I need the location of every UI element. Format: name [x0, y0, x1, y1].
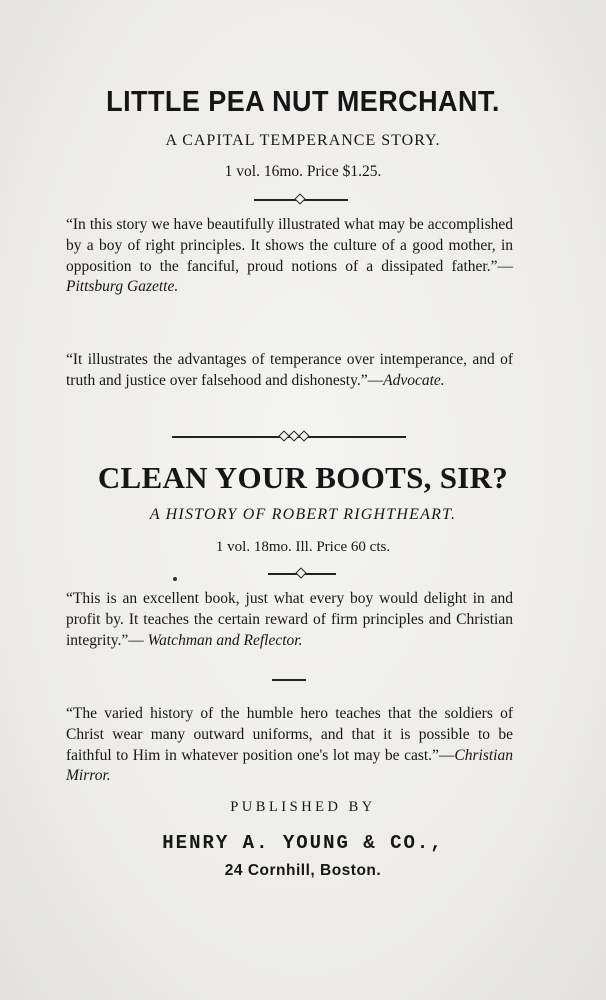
ad1-review-1-source: Pittsburg Gazette. [66, 278, 179, 296]
ad1-volume-price: 1 vol. 16mo. Price $1.25. [224, 163, 382, 180]
ad2-review-2-source: Christian Mirror. [66, 746, 513, 785]
ad2-title: CLEAN YOUR BOOTS, SIR? [97, 460, 509, 495]
ad2-subtitle: A HISTORY OF ROBERT RIGHTHEART. [149, 506, 457, 523]
ad1-title: LITTLE PEA NUT MERCHANT. [106, 86, 500, 118]
short-rule [272, 679, 306, 681]
publisher-address: 24 Cornhill, Boston. [224, 862, 382, 879]
ad2-review-2 [66, 704, 513, 787]
ad2-review-1-source-text: Watchman and Reflector. [147, 631, 303, 649]
ad1-review-2 [66, 350, 513, 392]
ad1-subtitle: A CAPITAL TEMPERANCE STORY. [165, 132, 441, 149]
ad1-review-1 [66, 215, 513, 298]
ad2-volume-price: 1 vol. 18mo. Ill. Price 60 cts. [215, 539, 391, 555]
ad1-review-2-source: Advocate. [383, 371, 445, 389]
ad1-review-2-text: “It illustrates the advantages of temperance over intemperance, and of truth and justice over falsehood and dishonesty.”— [66, 351, 513, 389]
ad2-review-2-text: “The varied history of the humble hero teaches that the soldiers of Christ wear many outward uniforms, and that it is possible to be faithful to Him in whatever position one's lot may be cast.”— [66, 705, 513, 764]
ad2-review-1-text: “This is an excellent book, just what every boy would delight in and profit by. It teaches the certain reward of firm principles and Christian integrity.”— [66, 590, 513, 649]
publisher-name: HENRY A. YOUNG & CO., [162, 832, 444, 854]
ad1-review-1-text: “In this story we have beautifully illustrated what may be accomplished by a boy of right principles. It shows the culture of a good mother, in opposition to the fanciful, proud notions of a dissipated father.”— [66, 216, 513, 275]
ad2-review-1 [66, 589, 513, 651]
ink-speck [173, 577, 177, 581]
published-by-label: PUBLISHED BY [230, 799, 376, 815]
